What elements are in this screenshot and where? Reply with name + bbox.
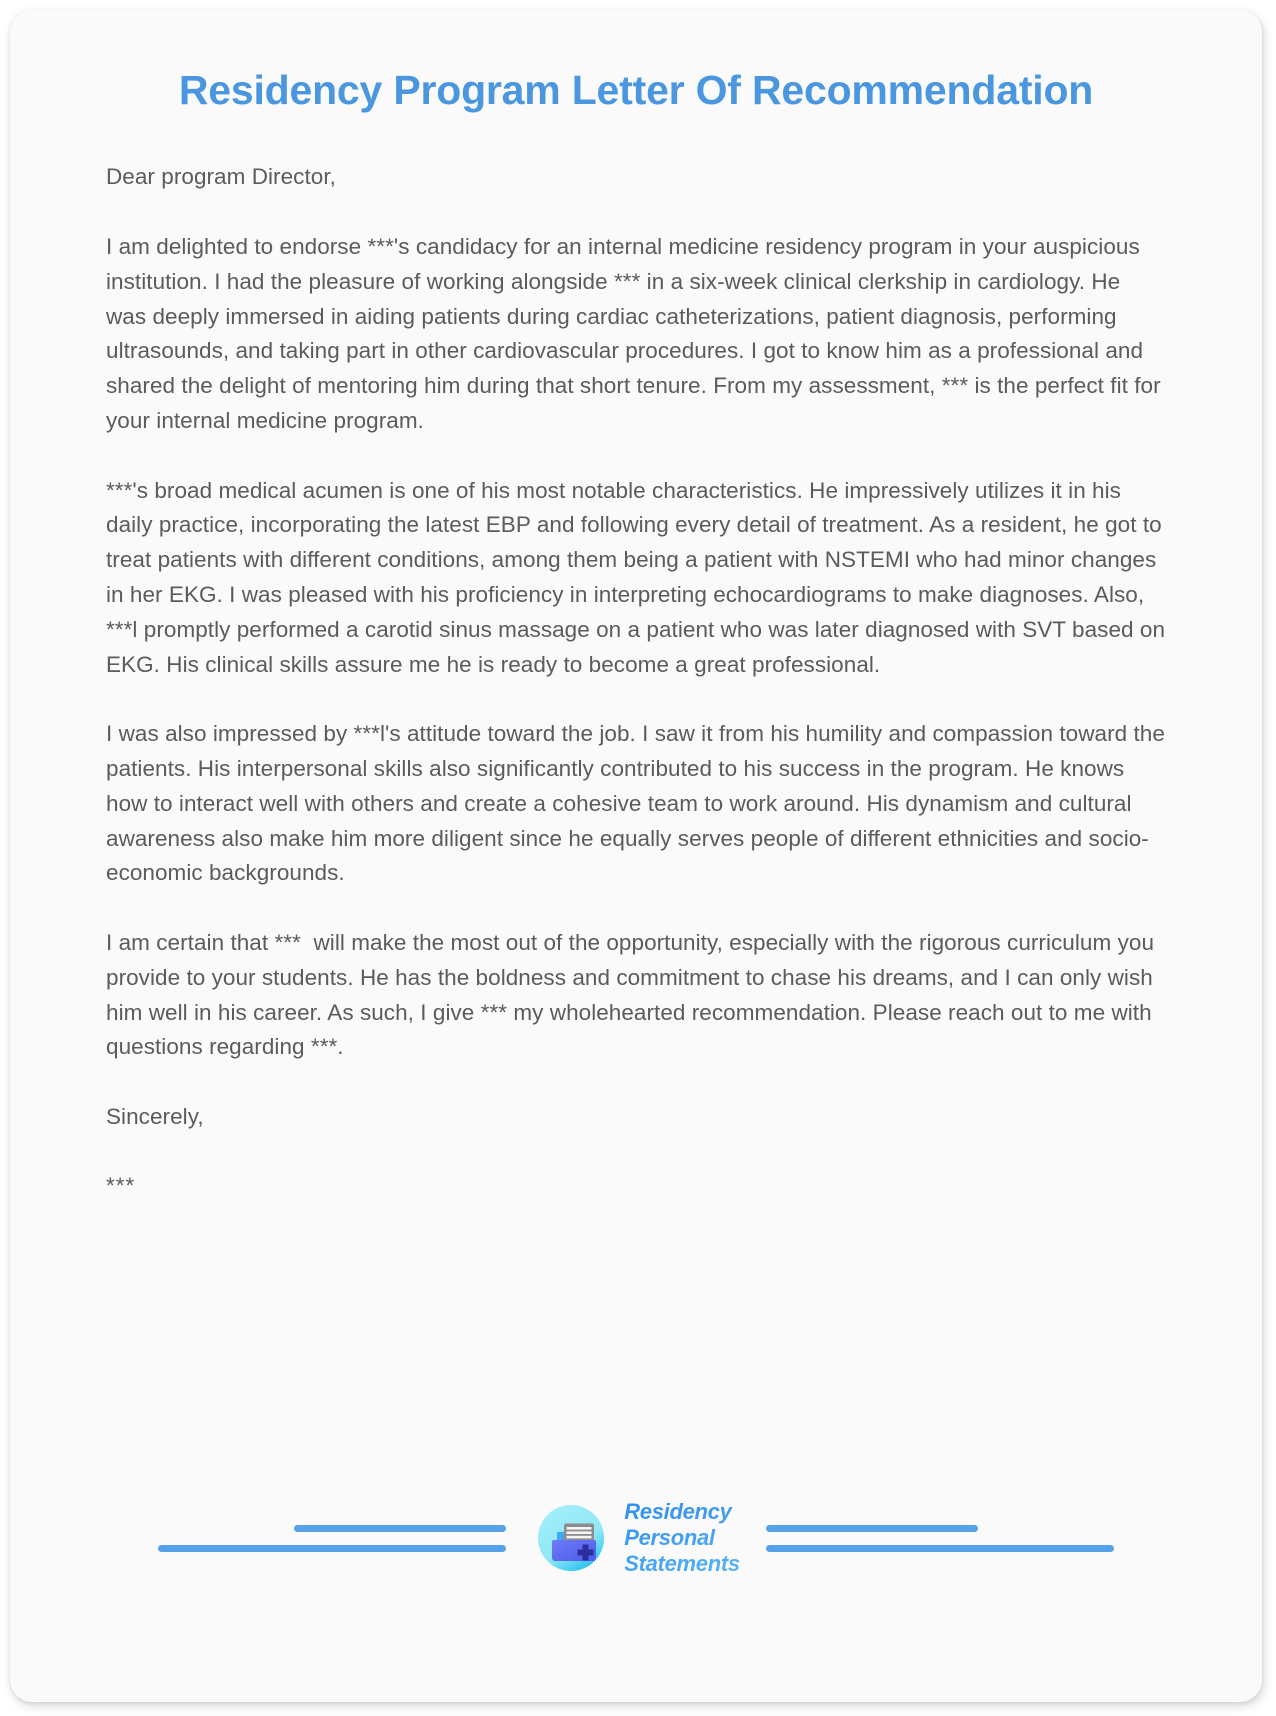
- footer-rule-left-top: [294, 1525, 506, 1532]
- medical-folder-icon: [532, 1499, 610, 1577]
- brand-logo-line-2: Personal: [624, 1525, 715, 1550]
- signature-name: ***: [106, 1173, 136, 1199]
- brand-logo-text: [624, 1499, 740, 1577]
- body-paragraph-2: ***'s broad medical acumen is one of his most notable characteristics. He impressively utilizes it in his daily practice, incorporating the latest EBP and following every detail of treatment. As a resident, he got to treat patients with different conditions, among them being a patient with NSTEMI who had minor changes in her EKG. I was pleased with his proficiency in interpreting echocardiograms to make diagnoses. Also, ***l promptly performed a carotid sinus massage on a patient who was later diagnosed with SVT based on EKG. His clinical skills assure me he is ready to become a great professional.: [106, 477, 1172, 677]
- footer-rule-left-bottom: [158, 1545, 506, 1552]
- body-paragraph-4: I am certain that *** will make the most out of the opportunity, especially with the rigorous curriculum you provide to your students. He has the boldness and commitment to chase his dreams, and I can only wish him well in his career. As such, I give *** my wholehearted recommendation. Please reach out to me with questions regarding ***.: [106, 929, 1161, 1060]
- footer-rules-left: [106, 1525, 506, 1552]
- salutation-paragraph: Dear program Director,: [106, 164, 336, 190]
- footer-rule-right-top: [766, 1525, 978, 1532]
- footer-rule-right-bottom: [766, 1545, 1114, 1552]
- brand-logo: [506, 1499, 766, 1577]
- letter-body: [106, 160, 1172, 1204]
- page-title: Residency Program Letter Of Recommendation: [178, 67, 1094, 113]
- body-paragraph-3: I was also impressed by ***l's attitude toward the job. I saw it from his humility and compassion toward the patients. His interpersonal skills also significantly contributed to his success in the program. He knows how to interact well with others and create a cohesive team to work around. His dynamism and cultural awareness also make him more diligent since he equally serves people of different ethnicities and socio-economic backgrounds.: [106, 721, 1172, 886]
- closing-salutation: Sincerely,: [106, 1103, 204, 1129]
- body-paragraph-1: I am delighted to endorse ***'s candidacy for an internal medicine residency program in your auspicious institution. I had the pleasure of working alongside *** in a six-week clinical clerkship in cardiology. He was deeply immersed in aiding patients during cardiac catheterizations, patient diagnosis, performing ultrasounds, and taking part in other cardiovascular procedures. I got to know him as a professional and shared the delight of mentoring him during that short tenure. From my assessment, *** is the perfect fit for your internal medicine program.: [106, 233, 1167, 433]
- letter-sheet: [10, 10, 1262, 1702]
- brand-logo-line-1: Residency: [624, 1499, 732, 1524]
- footer-rules-right: [766, 1525, 1166, 1552]
- footer: [10, 1478, 1262, 1598]
- brand-logo-line-3: Statements: [624, 1551, 740, 1576]
